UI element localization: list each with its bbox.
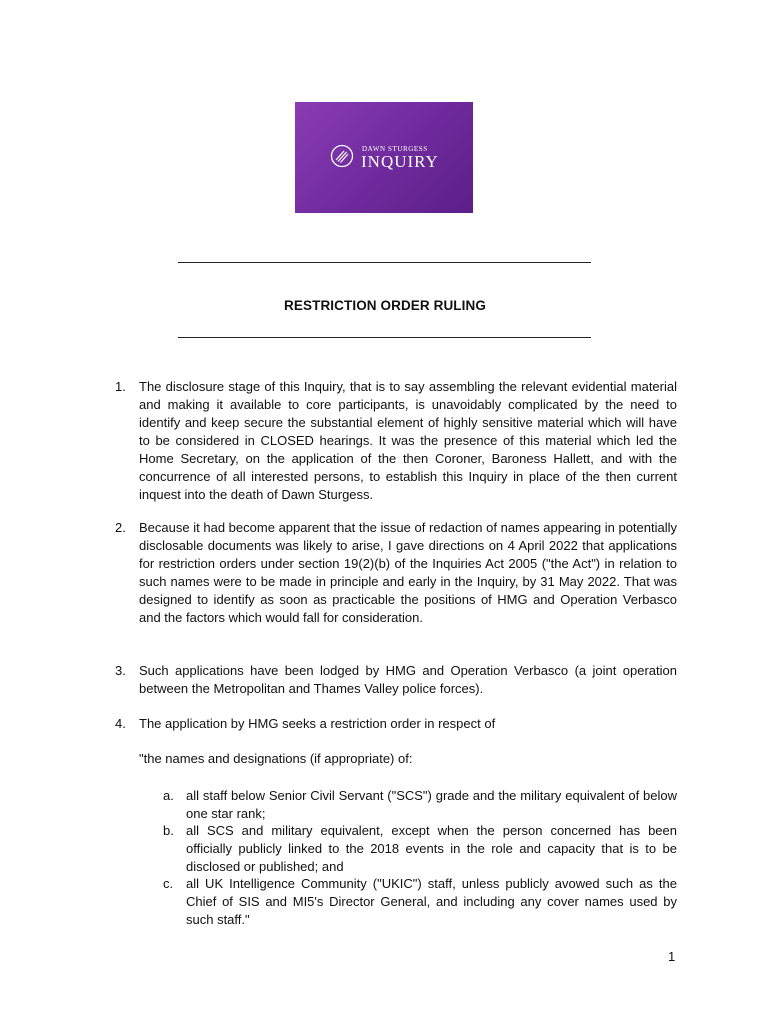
- sub-item-c: [163, 875, 677, 929]
- paragraph-text: The disclosure stage of this Inquiry, that is to say assembling the relevant evidential material and making it available to core participants, is unavoidably complicated by the need to identify and keep secure the substantial element of highly sensitive material which will have to be considered in CLOSED hearings. It was the presence of this material which led the Home Secretary, on the application of the then Coroner, Baroness Hallett, and with the concurrence of all interested persons, to establish this Inquiry in place of the then current inquest into the death of Dawn Sturgess.: [139, 379, 677, 502]
- paragraph-4: [115, 715, 677, 733]
- sub-item-text: all UK Intelligence Community ("UKIC") staff, unless publicly avowed such as the Chief of SIS and MI5's Director General, and including any cover names used by such staff.": [186, 876, 677, 927]
- paragraph-number: 2.: [115, 520, 126, 535]
- inquiry-logo: [295, 102, 473, 213]
- paragraph-number: 3.: [115, 663, 126, 678]
- paragraph-3: [115, 662, 677, 698]
- paragraph-number: 1.: [115, 379, 126, 394]
- title-rule-bottom: [178, 337, 591, 338]
- paragraph-text: Such applications have been lodged by HMG and Operation Verbasco (a joint operation between the Metropolitan and Thames Valley police forces).: [139, 663, 677, 696]
- sub-item-b: [163, 822, 677, 876]
- logo-line-2: INQUIRY: [361, 152, 439, 171]
- sub-item-a: [163, 787, 677, 823]
- paragraph-text: The application by HMG seeks a restriction order in respect of: [139, 716, 496, 731]
- emblem-icon: [330, 144, 354, 168]
- sub-item-label: c.: [163, 876, 174, 891]
- sub-item-text: all staff below Senior Civil Servant ("SCS") grade and the military equivalent of below one star rank;: [186, 788, 677, 821]
- paragraph-1: [115, 378, 677, 504]
- page-title: RESTRICTION ORDER RULING: [284, 298, 486, 313]
- page-number: 1: [668, 949, 676, 964]
- paragraph-number: 4.: [115, 716, 126, 731]
- quote-intro: "the names and designations (if appropriate) of:: [139, 751, 413, 766]
- paragraph-text: Because it had become apparent that the issue of redaction of names appearing in potentially disclosable documents was likely to arise, I gave directions on 4 April 2022 that applications for restriction orders under section 19(2)(b) of the Inquiries Act 2005 ("the Act") in relation to such names were to be made in principle and early in the Inquiry, by 31 May 2022. That was designed to identify as soon as practicable the positions of HMG and Operation Verbasco and the factors which would fall for consideration.: [139, 520, 677, 625]
- logo-line-1: DAWN STURGESS: [362, 145, 428, 153]
- sub-item-text: all SCS and military equivalent, except when the person concerned has been officially publicly linked to the 2018 events in the role and capacity that is to be disclosed or published; and: [186, 823, 677, 874]
- sub-item-label: a.: [163, 788, 174, 803]
- paragraph-2: [115, 519, 677, 627]
- sub-item-label: b.: [163, 823, 174, 838]
- title-rule-top: [178, 262, 591, 263]
